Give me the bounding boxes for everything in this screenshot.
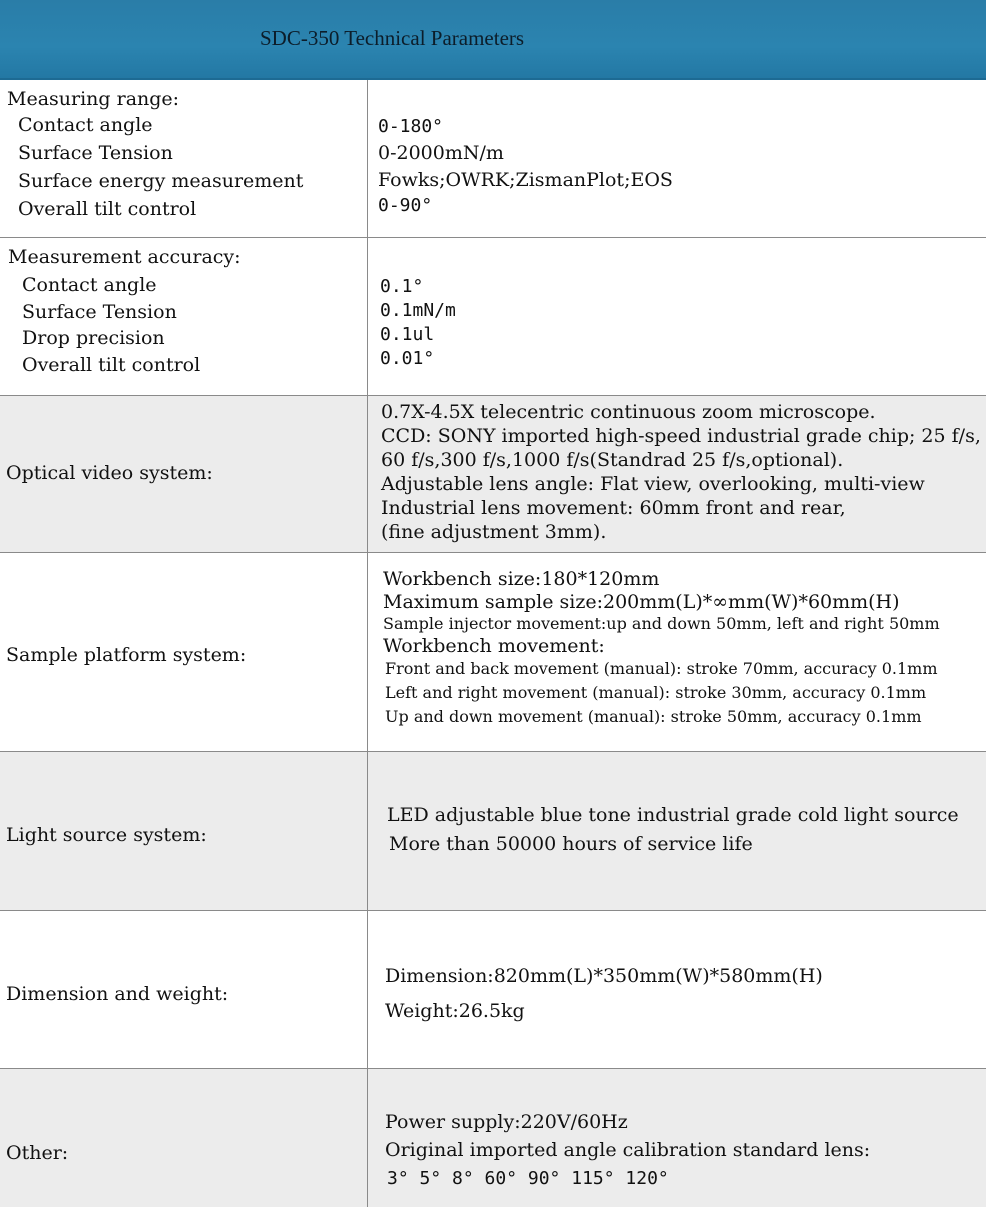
item-value: Front and back movement (manual): stroke 70mm, accuracy 0.1mm <box>385 659 938 678</box>
column-divider <box>367 80 368 237</box>
spec-row-other <box>0 1069 986 1207</box>
row-label: Optical video system: <box>6 462 213 484</box>
row-label: Measuring range: <box>7 88 180 110</box>
item-value: Workbench movement: <box>383 635 605 657</box>
spec-row-measurement-accuracy <box>0 238 986 396</box>
item-label: Overall tilt control <box>18 198 197 220</box>
item-value: Power supply:220V/60Hz <box>385 1111 628 1133</box>
column-divider <box>367 911 368 1068</box>
spec-row-sample-platform-system <box>0 553 986 752</box>
column-divider <box>367 238 368 395</box>
item-value: 0.1ul <box>380 324 435 345</box>
item-value: 0.1° <box>380 276 424 297</box>
row-label: Sample platform system: <box>6 644 247 666</box>
item-value: 0-180° <box>378 116 444 137</box>
column-divider <box>367 396 368 552</box>
row-label: Measurement accuracy: <box>8 246 241 268</box>
column-divider <box>367 1069 368 1207</box>
row-label: Other: <box>6 1142 69 1164</box>
item-value: (fine adjustment 3mm). <box>381 521 607 543</box>
spec-row-dimension-and-weight <box>0 911 986 1069</box>
item-label: Surface Tension <box>22 301 177 323</box>
item-value: Adjustable lens angle: Flat view, overlooking, multi-view <box>381 473 925 495</box>
item-value: 0-90° <box>378 195 433 216</box>
item-value: LED adjustable blue tone industrial grade cold light source <box>387 804 959 826</box>
column-divider <box>367 752 368 910</box>
item-label: Drop precision <box>22 327 165 349</box>
item-value: Up and down movement (manual): stroke 50mm, accuracy 0.1mm <box>385 707 922 726</box>
item-value: Industrial lens movement: 60mm front and rear, <box>381 497 846 519</box>
spec-row-light-source-system <box>0 752 986 911</box>
item-value: 3° 5° 8° 60° 90° 115° 120° <box>387 1168 669 1189</box>
item-value: 0.01° <box>380 348 435 369</box>
item-value: 0-2000mN/m <box>378 142 504 164</box>
item-value: 60 f/s,300 f/s,1000 f/s(Standrad 25 f/s,optional). <box>381 449 844 471</box>
item-value: Left and right movement (manual): stroke 30mm, accuracy 0.1mm <box>385 683 927 702</box>
item-value: 0.7X-4.5X telecentric continuous zoom microscope. <box>381 401 876 423</box>
item-label: Overall tilt control <box>22 354 201 376</box>
item-label: Contact angle <box>22 274 157 296</box>
spec-row-measuring-range <box>0 80 986 238</box>
column-divider <box>367 553 368 751</box>
item-value: 0.1mN/m <box>380 300 456 321</box>
item-value: Original imported angle calibration standard lens: <box>385 1139 871 1161</box>
item-label: Contact angle <box>18 114 153 136</box>
item-label: Surface energy measurement <box>18 170 304 192</box>
item-value: Dimension:820mm(L)*350mm(W)*580mm(H) <box>385 965 823 987</box>
row-label: Dimension and weight: <box>6 983 229 1005</box>
item-value: Fowks;OWRK;ZismanPlot;EOS <box>378 169 673 191</box>
item-value: CCD: SONY imported high-speed industrial grade chip; 25 f/s, <box>381 425 981 447</box>
page-title: SDC-350 Technical Parameters <box>260 26 525 50</box>
spec-row-optical-video-system <box>0 396 986 553</box>
item-value: Sample injector movement:up and down 50mm, left and right 50mm <box>383 614 940 633</box>
item-value: Weight:26.5kg <box>385 1000 525 1022</box>
header-bar <box>0 0 986 80</box>
item-value: Maximum sample size:200mm(L)*∞mm(W)*60mm(H) <box>383 591 900 613</box>
item-value: More than 50000 hours of service life <box>389 833 753 855</box>
row-label: Light source system: <box>6 824 207 846</box>
item-label: Surface Tension <box>18 142 173 164</box>
item-value: Workbench size:180*120mm <box>383 568 660 590</box>
